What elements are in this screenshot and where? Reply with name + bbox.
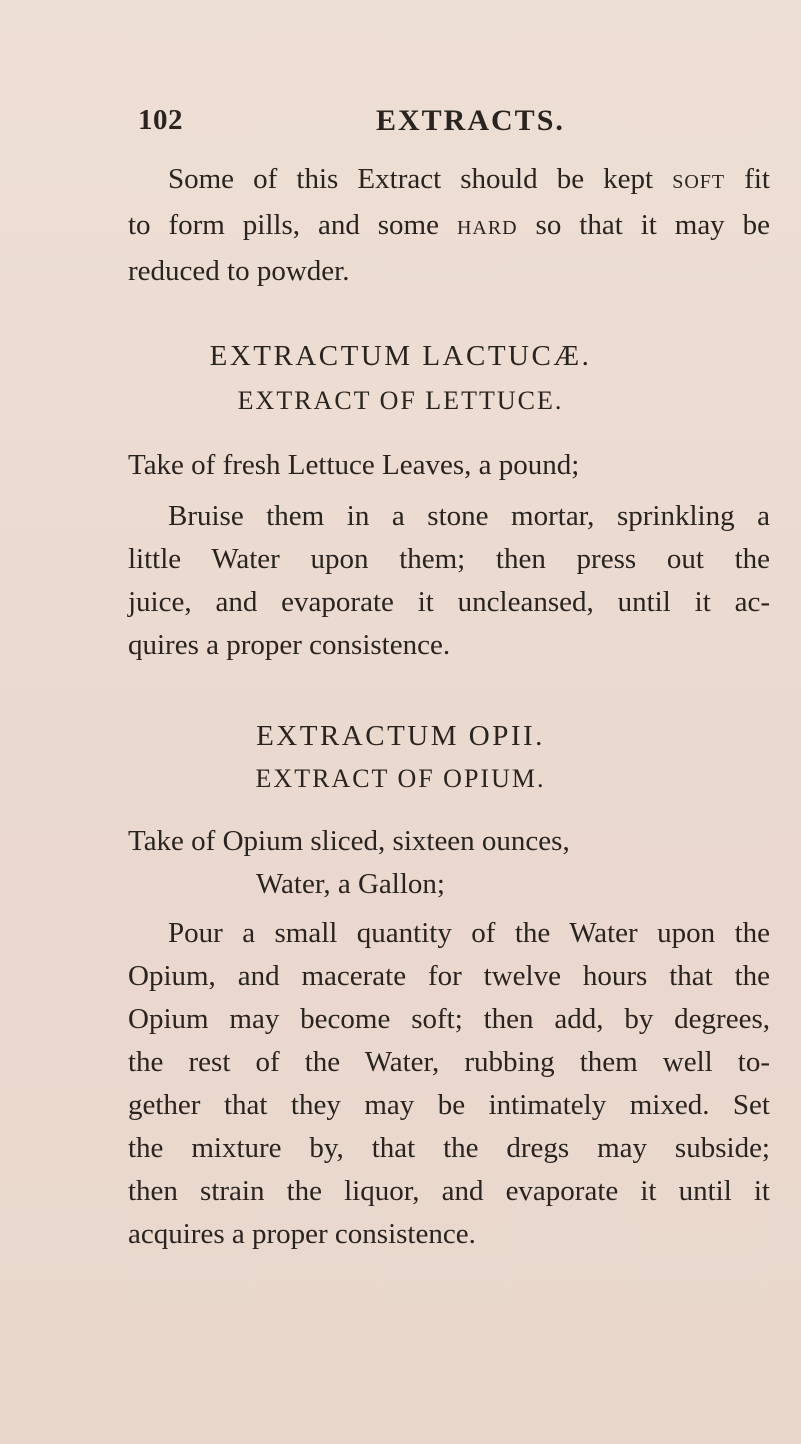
- lettuce-method: [128, 495, 770, 667]
- opium-ingredients: [128, 820, 770, 906]
- intro-line-2: to form pills, and some HARD so that it may be: [128, 209, 770, 241]
- lettuce-ingredients: [128, 444, 770, 487]
- method-line: acquires a proper consistence.: [128, 1218, 476, 1250]
- opium-english-title: EXTRACT OF OPIUM.: [255, 764, 546, 793]
- lettuce-latin-title: EXTRACTUM LACTUCÆ.: [209, 340, 592, 372]
- page-header: [138, 104, 698, 144]
- running-head: EXTRACTS.: [376, 104, 565, 137]
- method-line: Bruise them in a stone mortar, sprinkling a: [168, 500, 770, 532]
- ingredient-line: Take of Opium sliced, sixteen ounces,: [128, 825, 570, 857]
- small-caps-soft: SOFT: [672, 171, 726, 193]
- intro-line-1: Some of this Extract should be kept SOFT fit: [168, 163, 770, 195]
- opium-method: [128, 912, 770, 1256]
- method-line: Opium, and macerate for twelve hours that the: [128, 960, 770, 992]
- method-line: quires a proper consistence.: [128, 629, 451, 661]
- ingredient-line: Water, a Gallon;: [256, 868, 445, 900]
- method-line: little Water upon them; then press out the: [128, 543, 770, 575]
- small-caps-hard: HARD: [456, 217, 518, 239]
- method-line: juice, and evaporate it uncleansed, until it ac-: [128, 586, 770, 618]
- intro-line-3: reduced to powder.: [128, 255, 350, 287]
- method-line: Pour a small quantity of the Water upon the: [168, 917, 770, 949]
- page-number: 102: [138, 104, 183, 136]
- method-line: the mixture by, that the dregs may subside;: [128, 1132, 770, 1164]
- lettuce-english-title: EXTRACT OF LETTUCE.: [237, 386, 564, 415]
- method-line: then strain the liquor, and evaporate it until it: [128, 1175, 770, 1207]
- method-line: gether that they may be intimately mixed. Set: [128, 1089, 770, 1121]
- intro-paragraph: [128, 158, 770, 293]
- ingredient-line: Take of fresh Lettuce Leaves, a pound;: [128, 449, 580, 481]
- opium-latin-title: EXTRACTUM OPII.: [256, 720, 545, 752]
- method-line: Opium may become soft; then add, by degrees,: [128, 1003, 770, 1035]
- method-line: the rest of the Water, rubbing them well to-: [128, 1046, 770, 1078]
